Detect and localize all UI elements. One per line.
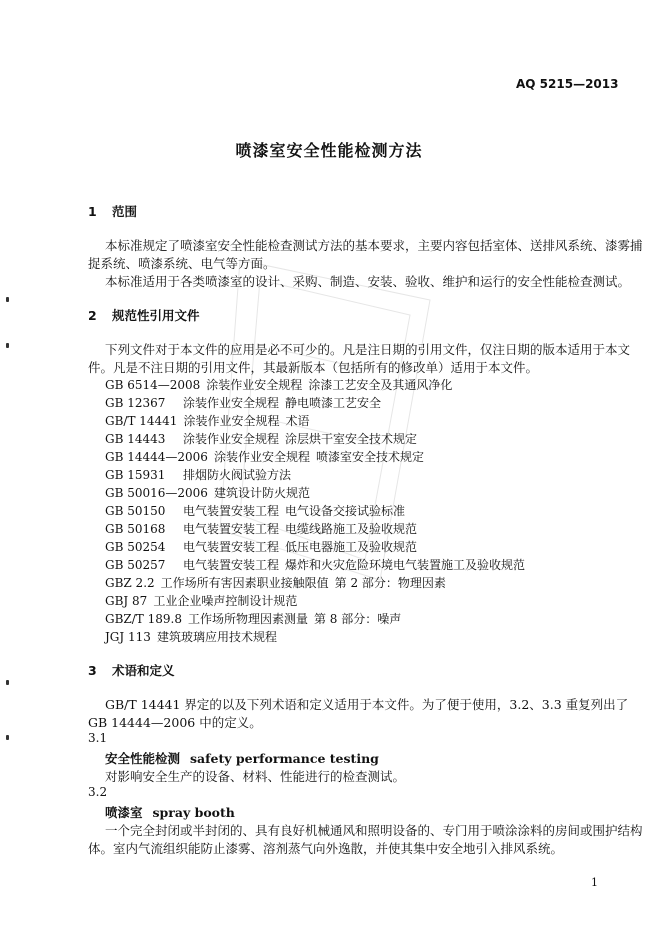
term-name-en: spray booth	[152, 805, 235, 820]
reference-item: GB 50016—2006 建筑设计防火规范	[105, 486, 310, 500]
page-title: 喷漆室安全性能检测方法	[235, 141, 423, 160]
paragraph-line: 件。凡是不注日期的引用文件，其最新版本（包括所有的修改单）适用于本文件。	[88, 360, 539, 375]
reference-item: GB 15931 排烟防火阀试验方法	[105, 468, 292, 482]
section-number: 1	[88, 204, 97, 219]
scan-mark	[6, 735, 9, 740]
page-number: 1	[591, 876, 598, 889]
section-heading-3	[88, 661, 175, 679]
reference-item: JGJ 113 建筑玻璃应用技术规程	[105, 630, 277, 644]
scan-mark	[6, 680, 9, 685]
section-title: 术语和定义	[112, 663, 175, 678]
section-number: 2	[88, 308, 97, 323]
term-definition: 对影响安全生产的设备、材料、性能进行的检查测试。	[105, 769, 406, 784]
section-heading-2	[88, 306, 200, 324]
term-number: 3.1	[88, 731, 108, 745]
term-definition-line: 一个完全封闭或半封闭的、具有良好机械通风和照明设备的、专门用于喷涂涂料的房间或围护结构	[105, 823, 643, 838]
term-name-en: safety performance testing	[190, 751, 379, 766]
paragraph: 本标准适用于各类喷漆室的设计、采购、制造、安装、验收、维护和运行的安全性能检查测试。	[105, 274, 631, 289]
term-name	[105, 803, 235, 821]
reference-item: GB 14443 涂装作业安全规程 涂层烘干室安全技术规定	[105, 432, 418, 446]
section-title: 范围	[112, 204, 138, 219]
term-number: 3.2	[88, 785, 108, 799]
term-name-zh: 安全性能检测	[105, 751, 181, 766]
paragraph-line: GB/T 14441 界定的以及下列术语和定义适用于本文件。为了便于使用，3.2、3.3 重复列出了	[105, 697, 629, 712]
scan-mark	[6, 343, 9, 348]
term-name-zh: 喷漆室	[105, 805, 143, 820]
paragraph-line: 捉系统、喷漆系统、电气等方面。	[88, 256, 276, 271]
section-title: 规范性引用文件	[112, 308, 200, 323]
reference-item: GB 50150 电气装置安装工程 电气设备交接试验标准	[105, 504, 406, 518]
reference-item: GB 12367 涂装作业安全规程 静电喷漆工艺安全	[105, 396, 382, 410]
reference-item: GBZ/T 189.8 工作场所物理因素测量 第 8 部分：噪声	[105, 612, 402, 626]
section-number: 3	[88, 663, 97, 678]
paragraph-line: GB 14444—2006 中的定义。	[88, 715, 262, 730]
term-definition-line: 体。室内气流组织能防止漆雾、溶剂蒸气向外逸散，并使其集中安全地引入排风系统。	[88, 841, 564, 856]
scan-mark	[6, 297, 9, 302]
standard-number: AQ 5215—2013	[516, 77, 619, 91]
reference-item: GBZ 2.2 工作场所有害因素职业接触限值 第 2 部分：物理因素	[105, 576, 446, 590]
reference-item: GB/T 14441 涂装作业安全规程 术语	[105, 414, 310, 428]
paragraph-line: 下列文件对于本文件的应用是必不可少的。凡是注日期的引用文件，仅注日期的版本适用于本文	[105, 342, 631, 357]
reference-item: GB 50254 电气装置安装工程 低压电器施工及验收规范	[105, 540, 418, 554]
reference-item: GB 50168 电气装置安装工程 电缆线路施工及验收规范	[105, 522, 418, 536]
paragraph-line: 本标准规定了喷漆室安全性能检查测试方法的基本要求，主要内容包括室体、送排风系统、漆雾捕	[105, 238, 643, 253]
reference-item: GB 6514—2008 涂装作业安全规程 涂漆工艺安全及其通风净化	[105, 378, 453, 392]
term-name	[105, 749, 379, 767]
reference-item: GBJ 87 工业企业噪声控制设计规范	[105, 594, 298, 608]
reference-item: GB 14444—2006 涂装作业安全规程 喷漆室安全技术规定	[105, 450, 424, 464]
reference-item: GB 50257 电气装置安装工程 爆炸和火灾危险环境电气装置施工及验收规范	[105, 558, 526, 572]
section-heading-1	[88, 202, 137, 220]
